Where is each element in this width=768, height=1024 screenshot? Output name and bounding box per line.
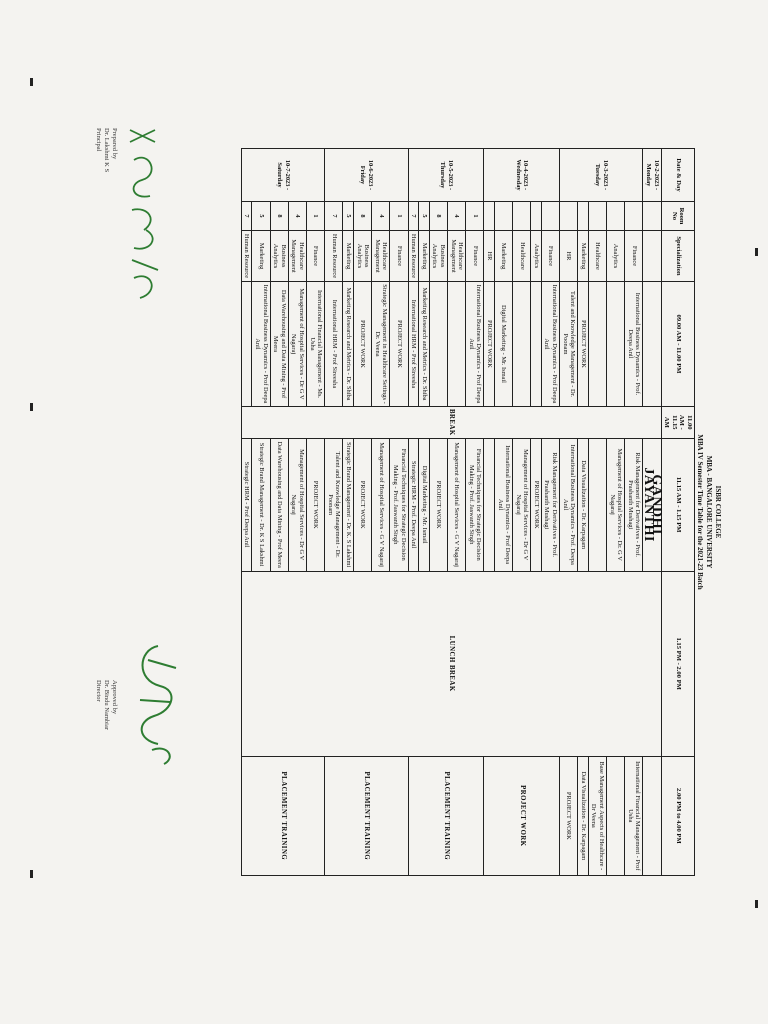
table-row [625, 149, 643, 876]
table-row [578, 149, 589, 876]
scan-mark [30, 403, 33, 411]
room-cell: 1 [390, 202, 408, 231]
session-cell: Management of Hospital Services - Dr. G V Nagaraj [607, 438, 625, 571]
holiday-label: GANDHI JAYANTHI [643, 438, 661, 571]
session-cell: Data Warehousing and Data Mining - Prof Meera [270, 282, 288, 407]
table-header-row [661, 149, 694, 876]
session-cell [531, 282, 542, 407]
lunch-break-cell: LUNCH BREAK [241, 571, 661, 756]
room-cell: 8 [270, 202, 288, 231]
session-cell: International Business Dynamics - Prof Deepa Anil [252, 282, 270, 407]
room-cell [625, 202, 643, 231]
session-cell: Management of Hospital Services - G V Nagaraj [372, 438, 390, 571]
session-cell: PROJECT WORK [307, 438, 325, 571]
document-header [695, 148, 722, 876]
spec-cell: Human Resource [325, 231, 343, 282]
day-date: 10-7-2023 - Saturday [241, 149, 324, 202]
session-cell: International Business Dynamics - Prof. Deepa Anil [625, 282, 643, 407]
spec-cell: Business Analytics [354, 231, 372, 282]
session-cell: Base Management Aspects of Healthcare - Dr Veena [588, 756, 606, 875]
spec-cell: Finance [307, 231, 325, 282]
university-name: MBA - BANGALORE UNIVERSITY [705, 455, 713, 569]
session-cell: PROJECT WORK [354, 438, 372, 571]
spec-cell: Healthcare Management [372, 231, 390, 282]
afternoon-merged-cell: PLACEMENT TRAINING [241, 756, 324, 875]
table-row [607, 149, 625, 876]
room-cell: 5 [252, 202, 270, 231]
spec-cell: Analytics [531, 231, 542, 282]
session-cell [588, 282, 606, 407]
room-cell [643, 202, 661, 231]
session-cell: Strategic Brand Management - Dr. K. S Lakshmi [343, 438, 354, 571]
column-header: 1.15 PM - 2.00 PM [661, 571, 694, 756]
spec-cell: HR [484, 231, 495, 282]
session-cell: PROJECT WORK [560, 756, 578, 875]
spec-cell: Marketing [252, 231, 270, 282]
column-header: Date & Day [661, 149, 694, 202]
session-cell: International HRM - Prof Sireesha [325, 282, 343, 407]
session-cell: Strategic Management in Healthcare Settings - Dr. Veena [372, 282, 390, 407]
session-cell: PROJECT WORK [354, 282, 372, 407]
room-cell: 7 [241, 202, 252, 231]
session-cell: PROJECT WORK [390, 282, 408, 407]
session-cell: Digital Marketing - Mr. Ismail [494, 282, 512, 407]
spec-cell: Finance [390, 231, 408, 282]
day-date: 10-6-2023 - Friday [325, 149, 408, 202]
column-header: 09.00 AM - 11.00 PM [661, 282, 694, 407]
session-cell: Data Visualization - Dr. Karpagam [578, 438, 589, 571]
room-cell: 8 [354, 202, 372, 231]
session-cell: Strategic Brand Management - Dr. K S Lakshmi [252, 438, 270, 571]
spec-cell [643, 231, 661, 282]
spec-cell: Marketing [578, 231, 589, 282]
session-cell [484, 438, 495, 571]
session-cell [643, 756, 661, 875]
table-row [541, 149, 559, 876]
spec-cell: Finance [625, 231, 643, 282]
spec-cell: Business Analytics [270, 231, 288, 282]
spec-cell: HR [560, 231, 578, 282]
room-cell [531, 202, 542, 231]
session-cell [429, 282, 447, 407]
afternoon-merged-cell: PLACEMENT TRAINING [408, 756, 484, 875]
college-name: ISBR COLLEGE [714, 485, 722, 539]
session-cell: Marketing Research and Metrics - Dr. Shiba [343, 282, 354, 407]
room-cell: 4 [288, 202, 306, 231]
spec-cell: Healthcare [513, 231, 531, 282]
session-cell [513, 282, 531, 407]
column-header: 2.00 PM to 4.00 PM [661, 756, 694, 875]
approved-title: Director [95, 680, 102, 702]
room-cell: 7 [408, 202, 419, 231]
room-cell [607, 202, 625, 231]
session-cell: Financial Techniques for Strategic Decision Making - Prof. Jaswanth Singh [390, 438, 408, 571]
session-cell [643, 282, 661, 407]
session-cell [588, 438, 606, 571]
room-cell: 1 [307, 202, 325, 231]
column-header: 11.00 AM - 11.15 AM [661, 407, 694, 439]
spec-cell: Finance [466, 231, 484, 282]
scan-mark [30, 870, 33, 878]
timetable-table [241, 148, 695, 876]
room-cell [560, 202, 578, 231]
session-cell: Management of Hospital Services - Dr G V Nagaraj [288, 438, 306, 571]
room-cell: 1 [466, 202, 484, 231]
spec-cell: Marketing [494, 231, 512, 282]
session-cell [607, 282, 625, 407]
table-row [560, 149, 578, 876]
spec-cell: Business Analytics [429, 231, 447, 282]
prepared-by-note [96, 128, 120, 208]
column-header: Room No [661, 202, 694, 231]
timetable-document [174, 148, 722, 876]
scan-mark [755, 248, 758, 256]
room-cell: 7 [325, 202, 343, 231]
session-cell: International Financial Management - Ms. Usha [307, 282, 325, 407]
session-cell: Talent and Knowledge Management - Dr. Poonam [325, 438, 343, 571]
spec-cell: Healthcare Management [288, 231, 306, 282]
session-cell: International Business Dynamics - Prof. Deepa Anil [560, 438, 578, 571]
room-cell: 4 [372, 202, 390, 231]
timetable-title: MBA IV Semester Time Table for the 2021-23 Batch [696, 434, 704, 590]
room-cell [541, 202, 559, 231]
approved-name: Dr. Bindu Nambiar [103, 680, 110, 731]
session-cell [241, 282, 252, 407]
session-cell: International Business Dynamics - Prof Deepa Anil [466, 282, 484, 407]
session-cell: PROJECT WORK [484, 282, 495, 407]
spec-cell: Human Resource [408, 231, 419, 282]
afternoon-merged-cell: PLACEMENT TRAINING [325, 756, 408, 875]
spec-cell: Marketing [343, 231, 354, 282]
session-cell: Management of Hospital Services - Dr G V Nagaraj [288, 282, 306, 407]
session-cell: Talent and Knowledge Management - Dr. Poonam [560, 282, 578, 407]
session-cell: Strategic HRM - Prof. Deepa Anil [408, 438, 419, 571]
prepared-title: Principal [95, 128, 102, 152]
prepared-name: Dr. Lakshmi K S [103, 128, 110, 173]
session-cell: Management of Hospital Services - Dr G V Nagaraj [513, 438, 531, 571]
room-cell [513, 202, 531, 231]
day-date: 10-4-2023 - Wednesday [484, 149, 560, 202]
table-row [307, 149, 325, 876]
approved-by-note [96, 680, 120, 760]
table-row [466, 149, 484, 876]
break-cell: BREAK [241, 407, 661, 439]
session-cell: International Business Dynamics - Prof Deepa Anil [494, 438, 512, 571]
day-date: 10-3-2023 - Tuesday [560, 149, 643, 202]
session-cell: PROJECT WORK [429, 438, 447, 571]
session-cell: Data Visualization - Dr. Karpagam [578, 756, 589, 875]
afternoon-merged-cell: PROJECT WORK [484, 756, 560, 875]
session-cell: Data Warehousing and Data Mining - Prof Meera [270, 438, 288, 571]
session-cell: Digital Marketing - Mr. Ismail [419, 438, 430, 571]
spec-cell: Healthcare [588, 231, 606, 282]
spec-cell: Human Resource [241, 231, 252, 282]
room-cell: 5 [343, 202, 354, 231]
room-cell [578, 202, 589, 231]
scan-mark [755, 900, 758, 908]
session-cell: Risk Management for Derivatives - Prof. Prashanth Mushagi [541, 438, 559, 571]
session-cell: PROJECT WORK [578, 282, 589, 407]
day-date: 10-5-2023 - Thursday [408, 149, 484, 202]
rotated-page [174, 148, 722, 876]
spec-cell: Healthcare Management [447, 231, 465, 282]
spec-cell: Finance [541, 231, 559, 282]
session-cell: Marketing Research and Metrics - Dr. Shiba [419, 282, 430, 407]
approved-signature [118, 640, 188, 770]
session-cell [607, 756, 625, 875]
session-cell: Management of Hospital Services - G V Nagaraj [447, 438, 465, 571]
room-cell [484, 202, 495, 231]
session-cell [447, 282, 465, 407]
room-cell: 8 [429, 202, 447, 231]
room-cell [588, 202, 606, 231]
day-date: 10-2-2023 - Monday [643, 149, 661, 202]
room-cell: 5 [419, 202, 430, 231]
table-row [390, 149, 408, 876]
column-header: 11.15 AM - 1.15 PM [661, 438, 694, 571]
room-cell [494, 202, 512, 231]
scan-mark [30, 78, 33, 86]
room-cell: 4 [447, 202, 465, 231]
session-cell: International Business Dynamics - Prof Deepa Anil [541, 282, 559, 407]
session-cell: International Financial Management - Prof Usha [625, 756, 643, 875]
spec-cell: Marketing [419, 231, 430, 282]
prepared-label: Prepared by [111, 128, 118, 160]
table-row [588, 149, 606, 876]
session-cell: Risk Management for Derivatives - Prof. Prashanth Mushagi [625, 438, 643, 571]
session-cell: International HRM - Prof Sireesha [408, 282, 419, 407]
column-header: Specialization [661, 231, 694, 282]
prepared-signature [120, 120, 170, 310]
session-cell: Strategic HRM - Prof Deepa Anil [241, 438, 252, 571]
holiday-row [643, 149, 661, 876]
spec-cell: Analytics [607, 231, 625, 282]
session-cell: Financial Techniques for Strategic Decision Making - Prof. Jaswanth Singh [466, 438, 484, 571]
session-cell: PROJECT WORK [531, 438, 542, 571]
approved-label: Approved by [111, 680, 118, 715]
